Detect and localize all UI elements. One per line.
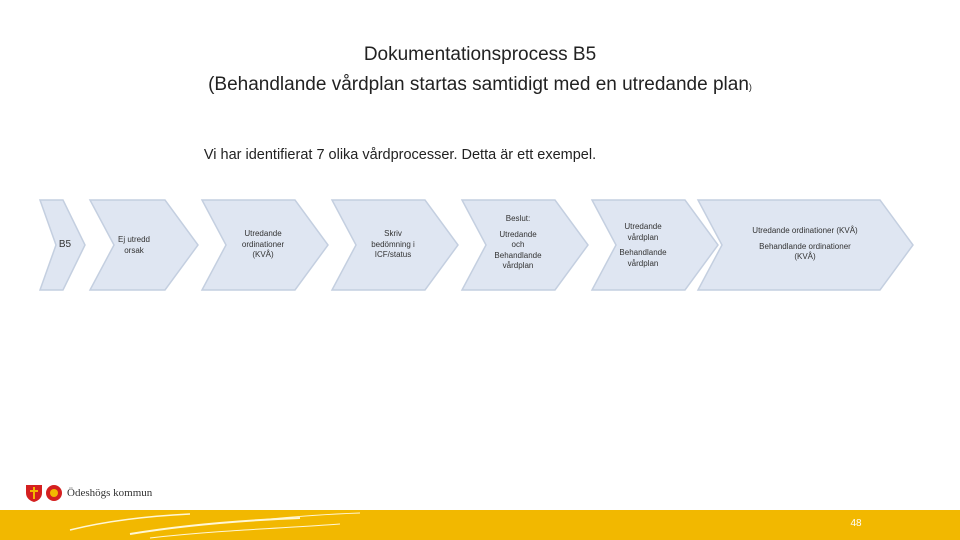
step-4-line: och [511, 240, 525, 249]
step-4-line: Beslut: [505, 214, 531, 223]
step-4-line: Behandlande [494, 250, 542, 260]
start-label: B5 [58, 239, 72, 250]
step-5-line: Behandlande [619, 248, 667, 257]
title-line-2-text: (Behandlande vårdplan startas samtidigt med en utredande plan [208, 74, 749, 95]
step-6-line: (KVÅ) [794, 252, 816, 261]
step-2-label [225, 229, 301, 261]
municipality-logo [24, 483, 152, 503]
footer-band [0, 510, 960, 540]
step-5-line: vårdplan [627, 232, 659, 242]
slide-subtitle: Vi har identifierat 7 olika vårdprocesser. Detta är ett exempel. [203, 147, 597, 163]
step-2-line: (KVÅ) [252, 250, 274, 259]
sun-emblem-icon [44, 483, 64, 503]
step-4-line: Utredande [499, 229, 537, 239]
step-2-line: Utredande [244, 229, 282, 238]
step-3-line: bedömning i [371, 239, 415, 249]
logo-text: Ödeshögs kommun [67, 487, 153, 499]
coat-of-arms-icon [24, 483, 44, 503]
step-6-line: Behandlande ordinationer [759, 241, 851, 251]
title-line-2-suffix: ) [748, 82, 752, 92]
step-3-label [355, 229, 431, 261]
step-4-line: vårdplan [502, 261, 534, 270]
step-6-line: Utredande ordinationer (KVÅ) [752, 226, 858, 235]
step-3-line: ICF/status [374, 250, 412, 259]
step-1-line: orsak [124, 245, 144, 255]
step-5-label [610, 222, 676, 269]
step-5-line: vårdplan [627, 258, 659, 268]
step-3-line: Skriv [384, 229, 402, 238]
step-4-label [485, 214, 551, 272]
step-1-line: Ej utredd [117, 235, 151, 244]
page-number: 48 [850, 518, 862, 529]
title-line-1: Dokumentationsprocess B5 [363, 44, 597, 65]
step-5-line: Utredande [624, 222, 662, 231]
step-2-line: ordinationer [241, 239, 285, 249]
step-1-label [108, 235, 160, 256]
footer-decoration [0, 510, 960, 540]
step-6-label [735, 226, 875, 263]
